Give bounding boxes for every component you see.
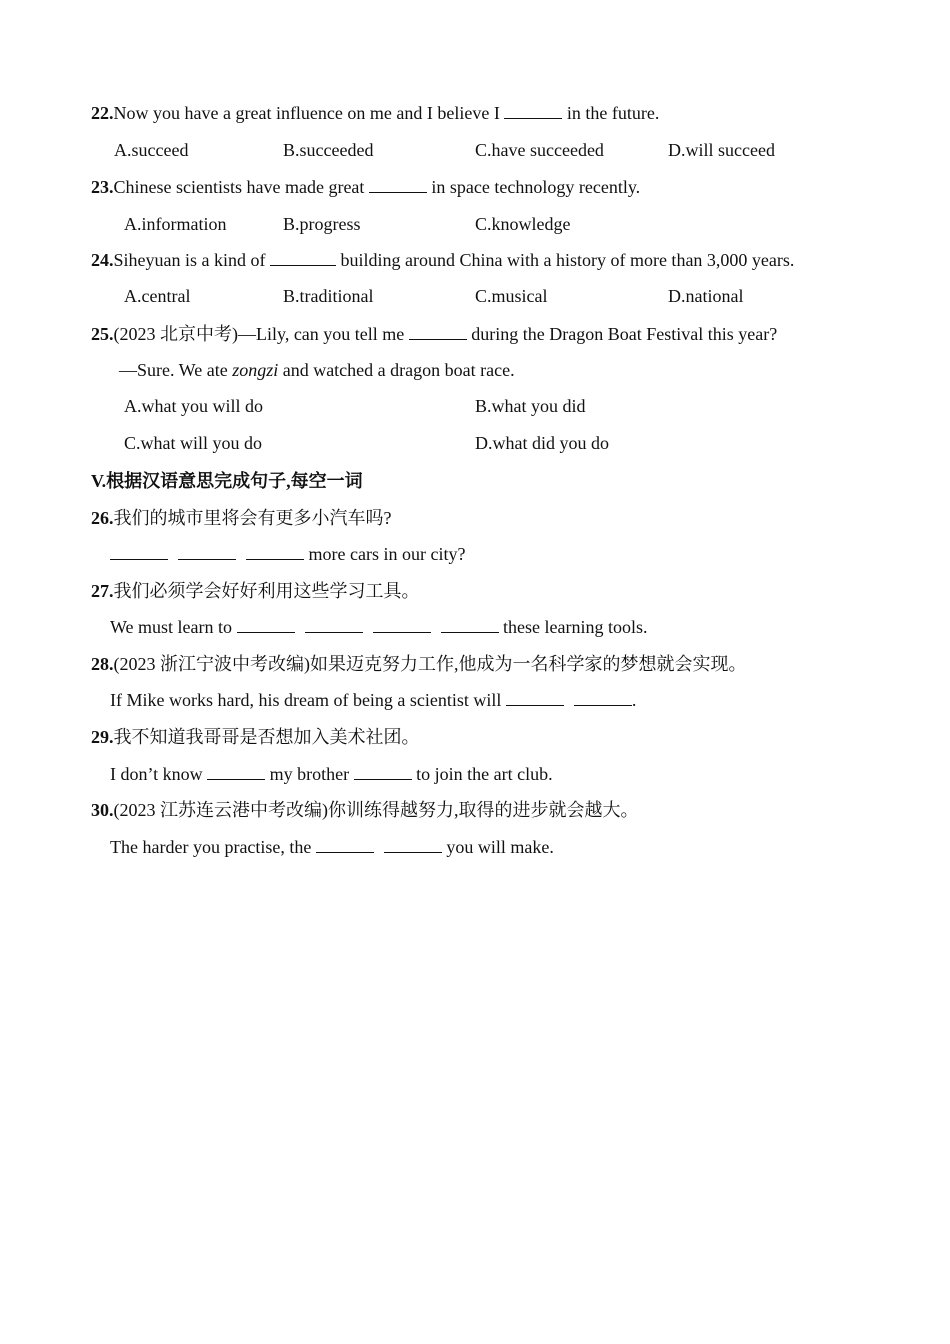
option-c[interactable]: C.have succeeded	[475, 140, 604, 160]
answer-blank[interactable]	[369, 176, 427, 193]
answer-blank[interactable]	[409, 323, 467, 340]
sentence-text: you will make.	[446, 837, 554, 857]
chinese-prompt: (2023 江苏连云港中考改编)你训练得越努力,取得的进步就会越大。	[113, 800, 639, 820]
question-number: 25.	[91, 324, 114, 344]
stem-text: building around China with a history of more than 3,000 years.	[340, 250, 795, 270]
answer-blank[interactable]	[384, 836, 442, 853]
chinese-prompt: 我们的城市里将会有更多小汽车吗?	[113, 508, 392, 528]
chinese-prompt: 我不知道我哥哥是否想加入美术社团。	[113, 727, 420, 747]
answer-blank[interactable]	[441, 616, 499, 633]
option-d[interactable]: D.what did you do	[475, 433, 609, 453]
option-c[interactable]: C.musical	[475, 286, 548, 306]
answer-blank[interactable]	[506, 689, 564, 706]
question-29-chinese	[91, 726, 420, 748]
question-number: 27.	[91, 581, 114, 601]
answer-blank[interactable]	[270, 249, 336, 266]
question-26-chinese	[91, 507, 392, 529]
stem-text: Now you have a great influence on me and I believe I	[113, 103, 500, 123]
option-b[interactable]: B.succeeded	[283, 140, 374, 160]
option-c[interactable]: C.what will you do	[124, 433, 262, 453]
stem-text: in the future.	[566, 103, 660, 123]
sentence-text: If Mike works hard, his dream of being a scientist will	[110, 690, 502, 710]
question-30-chinese	[91, 799, 639, 821]
answer-blank[interactable]	[110, 543, 168, 560]
answer-blank[interactable]	[237, 616, 295, 633]
answer-blank[interactable]	[504, 102, 562, 119]
question-22-stem	[91, 102, 659, 124]
answer-blank[interactable]	[373, 616, 431, 633]
sentence-text: I don’t know	[110, 764, 203, 784]
option-a[interactable]: A.what you will do	[124, 396, 263, 416]
question-23-stem	[91, 176, 640, 198]
sentence-text: these learning tools.	[503, 617, 648, 637]
question-27-answer-line	[110, 616, 648, 638]
sentence-text: more cars in our city?	[308, 544, 466, 564]
question-number: 24.	[91, 250, 114, 270]
stem-text: in space technology recently.	[431, 177, 641, 197]
question-30-answer-line	[110, 836, 554, 858]
question-25-stem	[91, 323, 777, 345]
sentence-text: my brother	[269, 764, 350, 784]
question-number: 28.	[91, 654, 114, 674]
question-number: 26.	[91, 508, 114, 528]
question-number: 29.	[91, 727, 114, 747]
option-c[interactable]: C.knowledge	[475, 214, 571, 234]
option-d[interactable]: D.national	[668, 286, 744, 306]
question-number: 23.	[91, 177, 114, 197]
question-number: 30.	[91, 800, 114, 820]
option-a[interactable]: A.succeed	[114, 140, 189, 160]
sentence-text: The harder you practise, the	[110, 837, 312, 857]
sentence-text: to join the art club.	[416, 764, 553, 784]
question-25-reply	[119, 359, 515, 381]
stem-text: Siheyuan is a kind of	[113, 250, 266, 270]
option-b[interactable]: B.progress	[283, 214, 361, 234]
option-a[interactable]: A.central	[124, 286, 191, 306]
sentence-text: We must learn to	[110, 617, 233, 637]
question-27-chinese	[91, 580, 420, 602]
question-24-stem	[91, 249, 794, 271]
option-a[interactable]: A.information	[124, 214, 227, 234]
reply-italic-word: zongzi	[232, 360, 279, 380]
chinese-prompt: (2023 浙江宁波中考改编)如果迈克努力工作,他成为一名科学家的梦想就会实现。	[113, 654, 747, 674]
question-29-answer-line	[110, 763, 553, 785]
answer-blank[interactable]	[207, 763, 265, 780]
stem-text: (2023 北京中考)—Lily, can you tell me	[113, 324, 405, 344]
answer-blank[interactable]	[316, 836, 374, 853]
answer-blank[interactable]	[574, 689, 632, 706]
option-b[interactable]: B.traditional	[283, 286, 374, 306]
section-heading: V.根据汉语意思完成句子,每空一词	[91, 471, 363, 491]
option-d[interactable]: D.will succeed	[668, 140, 775, 160]
question-number: 22.	[91, 103, 114, 123]
reply-text: and watched a dragon boat race.	[278, 360, 515, 380]
option-b[interactable]: B.what you did	[475, 396, 586, 416]
answer-blank[interactable]	[246, 543, 304, 560]
sentence-text: .	[631, 690, 637, 710]
answer-blank[interactable]	[354, 763, 412, 780]
question-26-answer-line	[110, 543, 465, 565]
reply-text: —Sure. We ate	[119, 360, 233, 380]
answer-blank[interactable]	[305, 616, 363, 633]
answer-blank[interactable]	[178, 543, 236, 560]
chinese-prompt: 我们必须学会好好利用这些学习工具。	[113, 581, 420, 601]
question-28-chinese	[91, 653, 747, 675]
stem-text: Chinese scientists have made great	[113, 177, 365, 197]
stem-text: during the Dragon Boat Festival this year?	[471, 324, 778, 344]
question-28-answer-line	[110, 689, 636, 711]
